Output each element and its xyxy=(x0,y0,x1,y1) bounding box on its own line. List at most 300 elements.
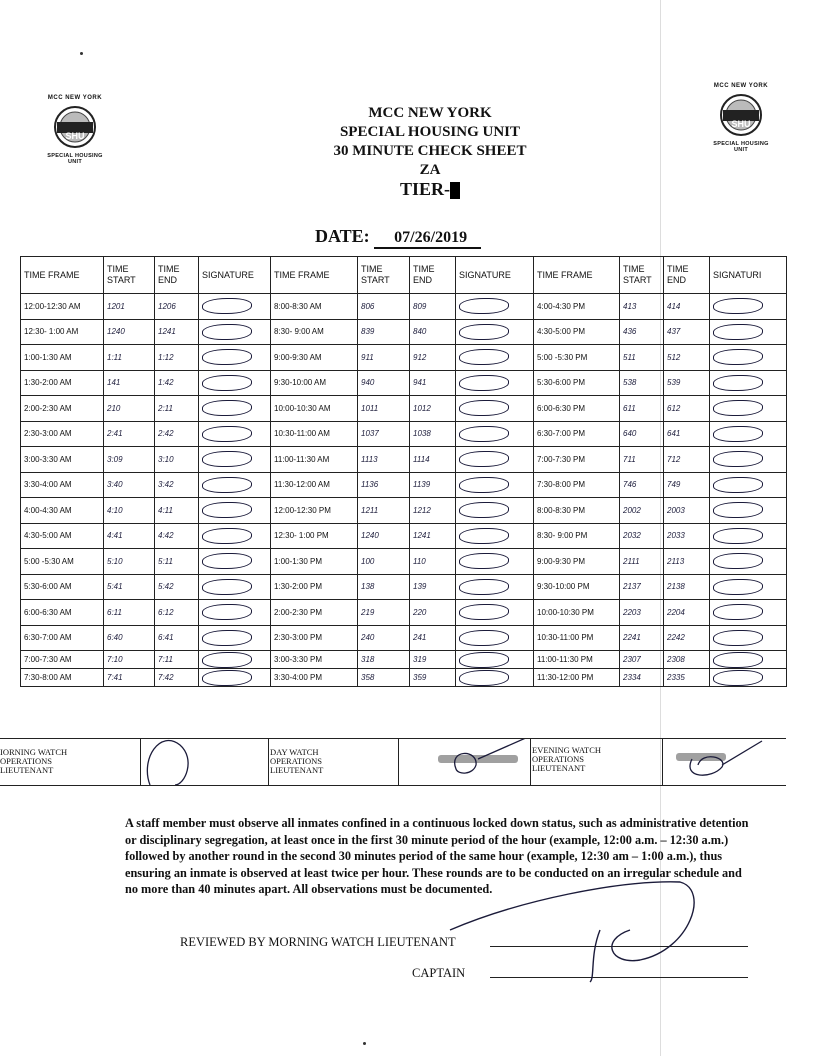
watch-signature-strip xyxy=(0,738,786,786)
signature-cell xyxy=(199,319,271,345)
time-end-cell: 6:41 xyxy=(155,625,199,651)
handwritten-initials-mark xyxy=(202,400,252,416)
date-row xyxy=(315,226,481,249)
time-frame-cell: 5:30-6:00 PM xyxy=(534,370,620,396)
handwritten-initials-mark xyxy=(202,604,252,620)
signature-cell xyxy=(199,447,271,473)
handwritten-initials-mark xyxy=(202,670,252,686)
time-frame-cell: 9:00-9:30 PM xyxy=(534,549,620,575)
review-lieutenant-label: REVIEWED BY MORNING WATCH LIEUTENANT xyxy=(180,935,456,949)
time-frame-cell: 7:30-8:00 PM xyxy=(534,472,620,498)
time-start-cell: 1037 xyxy=(358,421,410,447)
time-frame-cell: 10:00-10:30 PM xyxy=(534,600,620,626)
time-start-cell: 2111 xyxy=(620,549,664,575)
time-end-cell: 941 xyxy=(410,370,456,396)
time-frame-cell: 3:30-4:00 PM xyxy=(271,669,358,687)
time-end-cell: 414 xyxy=(664,294,710,320)
day-watch-label-cell xyxy=(268,739,399,785)
time-frame-cell: 2:30-3:00 PM xyxy=(271,625,358,651)
handwritten-initials-mark xyxy=(202,579,252,595)
signature-cell xyxy=(710,600,787,626)
time-start-cell: 2032 xyxy=(620,523,664,549)
time-start-cell: 7:10 xyxy=(104,651,155,669)
time-end-cell: 2308 xyxy=(664,651,710,669)
time-start-cell: 4:10 xyxy=(104,498,155,524)
signature-cell xyxy=(456,625,534,651)
evening-watch-line: EVENING WATCH xyxy=(532,745,602,755)
date-label: DATE: xyxy=(315,226,370,246)
time-end-cell: 4:11 xyxy=(155,498,199,524)
time-frame-cell: 5:00 -5:30 AM xyxy=(21,549,104,575)
handwritten-initials-mark xyxy=(459,426,509,442)
table-row xyxy=(21,669,787,687)
handwritten-initials-mark xyxy=(459,375,509,391)
signature-cell xyxy=(710,625,787,651)
handwritten-initials-mark xyxy=(713,349,763,365)
handwritten-initials-mark xyxy=(713,553,763,569)
signature-cell xyxy=(710,294,787,320)
signature-cell xyxy=(199,549,271,575)
time-frame-cell: 3:30-4:00 AM xyxy=(21,472,104,498)
signature-cell xyxy=(199,651,271,669)
signature-cell xyxy=(456,294,534,320)
table-row xyxy=(21,472,787,498)
time-start-cell: 7:41 xyxy=(104,669,155,687)
handwritten-initials-mark xyxy=(459,670,509,686)
signature-cell xyxy=(456,421,534,447)
time-start-cell: 6:11 xyxy=(104,600,155,626)
date-value: 07/26/2019 xyxy=(374,229,481,249)
handwritten-initials-mark xyxy=(202,298,252,314)
signature-cell xyxy=(199,523,271,549)
time-frame-cell: 6:30-7:00 PM xyxy=(534,421,620,447)
time-end-cell: 1:12 xyxy=(155,345,199,371)
time-end-cell: 749 xyxy=(664,472,710,498)
morning-watch-signature xyxy=(140,739,269,785)
time-start-cell: 240 xyxy=(358,625,410,651)
time-start-cell: 210 xyxy=(104,396,155,422)
header-range: ZA xyxy=(419,162,441,178)
handwritten-initials-mark xyxy=(202,630,252,646)
time-end-cell: 7:11 xyxy=(155,651,199,669)
signature-cell xyxy=(710,447,787,473)
signature-cell xyxy=(710,396,787,422)
col-time-frame: TIME FRAME xyxy=(534,257,620,294)
shu-logo-left xyxy=(40,95,110,165)
time-frame-cell: 4:30-5:00 AM xyxy=(21,523,104,549)
time-frame-cell: 9:30-10:00 AM xyxy=(271,370,358,396)
handwritten-initials-mark xyxy=(202,375,252,391)
table-row xyxy=(21,523,787,549)
handwritten-initials-mark xyxy=(459,528,509,544)
time-end-cell: 512 xyxy=(664,345,710,371)
handwritten-initials-mark xyxy=(459,579,509,595)
signature-cell xyxy=(710,472,787,498)
col-time-start: TIME START xyxy=(358,257,410,294)
col-time-end: TIME END xyxy=(410,257,456,294)
signature-cell xyxy=(456,319,534,345)
signature-cell xyxy=(199,600,271,626)
time-start-cell: 538 xyxy=(620,370,664,396)
time-end-cell: 6:12 xyxy=(155,600,199,626)
table-row xyxy=(21,498,787,524)
scan-speck xyxy=(80,52,83,55)
signature-cell xyxy=(710,498,787,524)
time-start-cell: 2002 xyxy=(620,498,664,524)
handwritten-initials-mark xyxy=(459,604,509,620)
handwritten-initials-mark xyxy=(202,528,252,544)
handwritten-initials-mark xyxy=(459,630,509,646)
signature-cell xyxy=(456,549,534,575)
signature-cell xyxy=(456,574,534,600)
time-start-cell: 138 xyxy=(358,574,410,600)
handwritten-initials-mark xyxy=(713,670,763,686)
time-end-cell: 2204 xyxy=(664,600,710,626)
time-end-cell: 1038 xyxy=(410,421,456,447)
time-frame-cell: 4:00-4:30 AM xyxy=(21,498,104,524)
shu-logo-right xyxy=(706,83,776,153)
time-end-cell: 1206 xyxy=(155,294,199,320)
handwritten-initials-mark xyxy=(202,553,252,569)
time-end-cell: 612 xyxy=(664,396,710,422)
time-end-cell: 1114 xyxy=(410,447,456,473)
time-end-cell: 1212 xyxy=(410,498,456,524)
col-signature: SIGNATURE xyxy=(456,257,534,294)
time-frame-cell: 7:30-8:00 AM xyxy=(21,669,104,687)
time-frame-cell: 12:30- 1:00 PM xyxy=(271,523,358,549)
time-end-cell: 1241 xyxy=(410,523,456,549)
time-end-cell: 220 xyxy=(410,600,456,626)
time-frame-cell: 8:00-8:30 PM xyxy=(534,498,620,524)
time-end-cell: 641 xyxy=(664,421,710,447)
signature-cell xyxy=(456,523,534,549)
handwritten-initials-mark xyxy=(713,298,763,314)
handwritten-initials-mark xyxy=(459,349,509,365)
signature-cell xyxy=(199,498,271,524)
time-start-cell: 1240 xyxy=(358,523,410,549)
col-time-start: TIME START xyxy=(620,257,664,294)
time-start-cell: 2307 xyxy=(620,651,664,669)
signature-cell xyxy=(199,396,271,422)
time-frame-cell: 6:00-6:30 PM xyxy=(534,396,620,422)
signature-cell xyxy=(710,421,787,447)
logo-badge-label: SHU xyxy=(65,131,85,141)
time-end-cell: 3:10 xyxy=(155,447,199,473)
signature-cell xyxy=(456,370,534,396)
time-start-cell: 1201 xyxy=(104,294,155,320)
signature-cell xyxy=(456,669,534,687)
time-frame-cell: 8:30- 9:00 AM xyxy=(271,319,358,345)
signature-cell xyxy=(710,370,787,396)
logo-top-text: MCC NEW YORK xyxy=(47,95,103,101)
handwritten-initials-mark xyxy=(713,324,763,340)
time-frame-cell: 3:00-3:30 PM xyxy=(271,651,358,669)
handwritten-initials-mark xyxy=(202,324,252,340)
handwritten-initials-mark xyxy=(459,652,509,668)
time-end-cell: 912 xyxy=(410,345,456,371)
col-signature: SIGNATURE xyxy=(199,257,271,294)
time-start-cell: 100 xyxy=(358,549,410,575)
time-start-cell: 806 xyxy=(358,294,410,320)
sheet-header xyxy=(300,104,560,199)
time-start-cell: 3:09 xyxy=(104,447,155,473)
signature-cell xyxy=(710,651,787,669)
handwritten-initials-mark xyxy=(202,652,252,668)
handwritten-initials-mark xyxy=(713,375,763,391)
day-watch-line: OPERATIONS xyxy=(270,756,322,766)
time-start-cell: 2137 xyxy=(620,574,664,600)
handwritten-initials-mark xyxy=(459,324,509,340)
morning-watch-line: IORNING WATCH xyxy=(0,747,68,757)
time-end-cell: 2242 xyxy=(664,625,710,651)
time-end-cell: 1139 xyxy=(410,472,456,498)
time-frame-cell: 4:00-4:30 PM xyxy=(534,294,620,320)
day-watch-label xyxy=(270,748,323,775)
time-end-cell: 5:11 xyxy=(155,549,199,575)
evening-watch-line: LIEUTENANT xyxy=(532,763,586,773)
shu-badge-icon xyxy=(719,91,763,139)
time-end-cell: 359 xyxy=(410,669,456,687)
time-frame-cell: 7:00-7:30 PM xyxy=(534,447,620,473)
time-frame-cell: 2:30-3:00 AM xyxy=(21,421,104,447)
time-start-cell: 1:11 xyxy=(104,345,155,371)
time-frame-cell: 4:30-5:00 PM xyxy=(534,319,620,345)
handwritten-initials-mark xyxy=(459,553,509,569)
day-watch-line: LIEUTENANT xyxy=(270,765,324,775)
time-frame-cell: 9:00-9:30 AM xyxy=(271,345,358,371)
time-frame-cell: 11:00-11:30 AM xyxy=(271,447,358,473)
table-row xyxy=(21,319,787,345)
time-frame-cell: 3:00-3:30 AM xyxy=(21,447,104,473)
handwritten-initials-mark xyxy=(202,502,252,518)
time-start-cell: 2:41 xyxy=(104,421,155,447)
col-time-start: TIME START xyxy=(104,257,155,294)
time-start-cell: 746 xyxy=(620,472,664,498)
handwritten-initials-mark xyxy=(713,451,763,467)
time-start-cell: 1113 xyxy=(358,447,410,473)
time-start-cell: 3:40 xyxy=(104,472,155,498)
handwritten-initials-mark xyxy=(713,477,763,493)
evening-watch-line: OPERATIONS xyxy=(532,754,584,764)
time-end-cell: 539 xyxy=(664,370,710,396)
time-start-cell: 1011 xyxy=(358,396,410,422)
header-facility: MCC NEW YORK xyxy=(368,105,492,121)
signature-cell xyxy=(456,345,534,371)
table-row xyxy=(21,447,787,473)
tier-prefix: TIER- xyxy=(399,179,450,199)
handwritten-initials-mark xyxy=(713,579,763,595)
time-start-cell: 2203 xyxy=(620,600,664,626)
time-start-cell: 640 xyxy=(620,421,664,447)
time-end-cell: 139 xyxy=(410,574,456,600)
time-start-cell: 1240 xyxy=(104,319,155,345)
time-start-cell: 2241 xyxy=(620,625,664,651)
time-frame-cell: 11:00-11:30 PM xyxy=(534,651,620,669)
time-frame-cell: 8:30- 9:00 PM xyxy=(534,523,620,549)
time-frame-cell: 1:30-2:00 PM xyxy=(271,574,358,600)
table-row xyxy=(21,600,787,626)
signature-cell xyxy=(199,669,271,687)
review-captain-label: CAPTAIN xyxy=(412,966,466,980)
time-start-cell: 511 xyxy=(620,345,664,371)
shu-badge-icon xyxy=(53,103,97,151)
handwritten-initials-mark xyxy=(713,528,763,544)
time-frame-cell: 5:00 -5:30 PM xyxy=(534,345,620,371)
observation-policy-notice: A staff member must observe all inmates confined in a continuous locked down status, such as administrative detention or disciplinary segregation, at least once in the first 30 minute period of the hour (example, 12:00 a.m. – 12:30 a.m.) followed by another round in the second 30 minutes period of the same hour (example, 12:30 am – 1:00 a.m.), thus ensuring an inmate is observed at least twice per hour. These rounds are to be conducted on an irregular schedule and no more than 40 minutes apart. All observations must be documented. xyxy=(125,816,749,896)
time-frame-cell: 5:30-6:00 AM xyxy=(21,574,104,600)
signature-cell xyxy=(456,600,534,626)
scan-speck xyxy=(363,1042,366,1045)
handwritten-initials-mark xyxy=(713,400,763,416)
time-frame-cell: 10:30-11:00 PM xyxy=(534,625,620,651)
time-start-cell: 1211 xyxy=(358,498,410,524)
handwritten-initials-mark xyxy=(713,426,763,442)
morning-watch-label xyxy=(0,748,67,775)
signature-cell xyxy=(710,574,787,600)
time-end-cell: 2003 xyxy=(664,498,710,524)
header-tier xyxy=(300,180,560,199)
morning-watch-label-cell xyxy=(0,739,141,785)
time-start-cell: 141 xyxy=(104,370,155,396)
col-time-end: TIME END xyxy=(664,257,710,294)
time-end-cell: 2:11 xyxy=(155,396,199,422)
handwritten-initials-mark xyxy=(459,477,509,493)
handwritten-initials-mark xyxy=(459,502,509,518)
time-frame-cell: 10:00-10:30 AM xyxy=(271,396,358,422)
signature-cell xyxy=(456,498,534,524)
time-start-cell: 219 xyxy=(358,600,410,626)
time-start-cell: 940 xyxy=(358,370,410,396)
signature-cell xyxy=(710,345,787,371)
morning-watch-line: LIEUTENANT xyxy=(0,765,54,775)
handwritten-initials-mark xyxy=(459,298,509,314)
col-time-frame: TIME FRAME xyxy=(21,257,104,294)
time-end-cell: 2113 xyxy=(664,549,710,575)
logo-bottom-text: SPECIAL HOUSING UNIT xyxy=(47,153,103,165)
col-time-end: TIME END xyxy=(155,257,199,294)
signature-mark xyxy=(140,739,268,785)
day-watch-signature xyxy=(398,739,531,785)
signature-cell xyxy=(199,294,271,320)
time-frame-cell: 10:30-11:00 AM xyxy=(271,421,358,447)
signature-cell xyxy=(710,669,787,687)
signature-mark xyxy=(662,739,786,785)
handwritten-initials-mark xyxy=(202,426,252,442)
signature-cell xyxy=(199,421,271,447)
time-frame-cell: 8:00-8:30 AM xyxy=(271,294,358,320)
time-frame-cell: 1:00-1:30 AM xyxy=(21,345,104,371)
table-row xyxy=(21,396,787,422)
time-end-cell: 712 xyxy=(664,447,710,473)
time-frame-cell: 6:30-7:00 AM xyxy=(21,625,104,651)
time-start-cell: 2334 xyxy=(620,669,664,687)
time-frame-cell: 2:00-2:30 PM xyxy=(271,600,358,626)
header-unit: SPECIAL HOUSING UNIT xyxy=(339,124,521,140)
time-frame-cell: 12:00-12:30 PM xyxy=(271,498,358,524)
morning-watch-line: OPERATIONS xyxy=(0,756,52,766)
check-table xyxy=(20,256,787,687)
signature-mark xyxy=(398,739,530,785)
handwritten-initials-mark xyxy=(713,604,763,620)
signature-cell xyxy=(456,651,534,669)
table-row xyxy=(21,421,787,447)
time-end-cell: 437 xyxy=(664,319,710,345)
time-frame-cell: 11:30-12:00 PM xyxy=(534,669,620,687)
time-frame-cell: 12:30- 1:00 AM xyxy=(21,319,104,345)
time-end-cell: 2:42 xyxy=(155,421,199,447)
logo-bottom-text: SPECIAL HOUSING UNIT xyxy=(713,141,769,153)
time-start-cell: 911 xyxy=(358,345,410,371)
time-start-cell: 413 xyxy=(620,294,664,320)
time-end-cell: 5:42 xyxy=(155,574,199,600)
signature-cell xyxy=(199,370,271,396)
time-end-cell: 1:42 xyxy=(155,370,199,396)
handwritten-initials-mark xyxy=(202,349,252,365)
signature-cell xyxy=(199,472,271,498)
time-start-cell: 711 xyxy=(620,447,664,473)
reviewer-signature-mark xyxy=(440,860,710,985)
signature-cell xyxy=(456,472,534,498)
signature-cell xyxy=(199,625,271,651)
time-end-cell: 2033 xyxy=(664,523,710,549)
evening-watch-label-cell xyxy=(530,739,663,785)
table-header-row xyxy=(21,257,787,294)
time-end-cell: 2335 xyxy=(664,669,710,687)
time-end-cell: 7:42 xyxy=(155,669,199,687)
time-end-cell: 241 xyxy=(410,625,456,651)
time-start-cell: 839 xyxy=(358,319,410,345)
time-start-cell: 611 xyxy=(620,396,664,422)
time-start-cell: 6:40 xyxy=(104,625,155,651)
time-frame-cell: 9:30-10:00 PM xyxy=(534,574,620,600)
time-end-cell: 1241 xyxy=(155,319,199,345)
handwritten-initials-mark xyxy=(202,477,252,493)
day-watch-line: DAY WATCH xyxy=(270,747,319,757)
signature-cell xyxy=(456,396,534,422)
time-start-cell: 5:10 xyxy=(104,549,155,575)
time-end-cell: 809 xyxy=(410,294,456,320)
table-body xyxy=(21,294,787,687)
time-end-cell: 319 xyxy=(410,651,456,669)
handwritten-initials-mark xyxy=(459,400,509,416)
time-end-cell: 2138 xyxy=(664,574,710,600)
signature-cell xyxy=(199,345,271,371)
time-start-cell: 318 xyxy=(358,651,410,669)
table-row xyxy=(21,549,787,575)
time-start-cell: 4:41 xyxy=(104,523,155,549)
handwritten-initials-mark xyxy=(459,451,509,467)
table-row xyxy=(21,345,787,371)
signature-cell xyxy=(710,523,787,549)
time-end-cell: 4:42 xyxy=(155,523,199,549)
time-frame-cell: 1:30-2:00 AM xyxy=(21,370,104,396)
table-row xyxy=(21,574,787,600)
table-row xyxy=(21,651,787,669)
time-end-cell: 3:42 xyxy=(155,472,199,498)
col-time-frame: TIME FRAME xyxy=(271,257,358,294)
signature-cell xyxy=(199,574,271,600)
time-frame-cell: 12:00-12:30 AM xyxy=(21,294,104,320)
time-frame-cell: 1:00-1:30 PM xyxy=(271,549,358,575)
tier-redaction xyxy=(450,182,460,199)
time-start-cell: 436 xyxy=(620,319,664,345)
time-frame-cell: 7:00-7:30 AM xyxy=(21,651,104,669)
time-start-cell: 1136 xyxy=(358,472,410,498)
signature-cell xyxy=(710,549,787,575)
signature-cell xyxy=(456,447,534,473)
logo-top-text: MCC NEW YORK xyxy=(713,83,769,89)
time-end-cell: 110 xyxy=(410,549,456,575)
